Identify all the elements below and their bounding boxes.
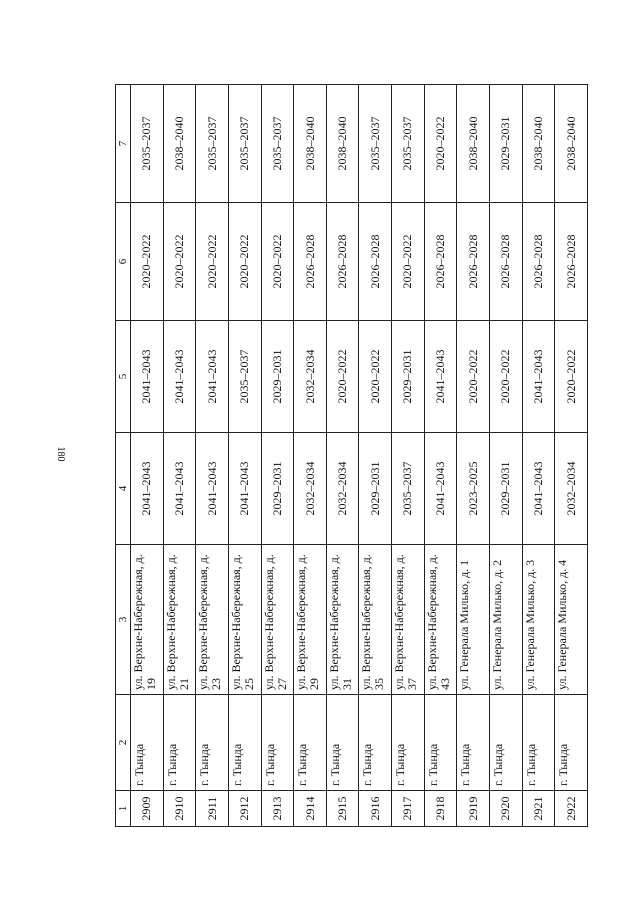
period-cell: 2041–2043: [228, 433, 261, 545]
row-number: 2917: [392, 791, 425, 827]
period-cell: 2041–2043: [163, 433, 196, 545]
period-cell: 2026–2028: [294, 203, 327, 321]
locality-cell: г. Тында: [196, 695, 229, 791]
period-cell: 2020–2022: [131, 203, 164, 321]
period-cell: 2035–2037: [359, 85, 392, 203]
period-cell: 2041–2043: [424, 433, 457, 545]
period-cell: 2035–2037: [131, 85, 164, 203]
locality-cell: г. Тында: [261, 695, 294, 791]
period-cell: 2041–2043: [522, 433, 555, 545]
table-row: [163, 85, 196, 827]
period-cell: 2023–2025: [457, 433, 490, 545]
address-cell: ул. Верхне-Набережная, д. 37: [392, 545, 425, 695]
period-cell: 2029–2031: [490, 85, 523, 203]
address-cell: ул. Верхне-Набережная, д. 27: [261, 545, 294, 695]
period-cell: 2020–2022: [359, 321, 392, 433]
period-cell: 2020–2022: [261, 203, 294, 321]
row-number: 2912: [228, 791, 261, 827]
period-cell: 2029–2031: [261, 433, 294, 545]
period-cell: 2026–2028: [326, 203, 359, 321]
period-cell: 2032–2034: [555, 433, 588, 545]
table-row: [131, 85, 164, 827]
period-cell: 2038–2040: [457, 85, 490, 203]
period-cell: 2026–2028: [359, 203, 392, 321]
address-cell: ул. Генерала Милько, д. 2: [490, 545, 523, 695]
address-cell: ул. Верхне-Набережная, д. 43: [424, 545, 457, 695]
period-cell: 2020–2022: [555, 321, 588, 433]
column-number: 5: [116, 321, 131, 433]
row-number: 2915: [326, 791, 359, 827]
column-number: 1: [116, 791, 131, 827]
page-number: 180: [55, 446, 66, 462]
locality-cell: г. Тында: [490, 695, 523, 791]
period-cell: 2041–2043: [196, 433, 229, 545]
period-cell: 2020–2022: [424, 85, 457, 203]
period-cell: 2020–2022: [228, 203, 261, 321]
period-cell: 2020–2022: [490, 321, 523, 433]
row-number: 2919: [457, 791, 490, 827]
period-cell: 2038–2040: [522, 85, 555, 203]
column-number: 4: [116, 433, 131, 545]
address-cell: ул. Верхне-Набережная, д. 21: [163, 545, 196, 695]
period-cell: 2035–2037: [392, 85, 425, 203]
period-cell: 2029–2031: [261, 321, 294, 433]
locality-cell: г. Тында: [228, 695, 261, 791]
locality-cell: г. Тында: [457, 695, 490, 791]
row-number: 2921: [522, 791, 555, 827]
table-row: [326, 85, 359, 827]
period-cell: 2026–2028: [555, 203, 588, 321]
row-number: 2911: [196, 791, 229, 827]
table-row: [228, 85, 261, 827]
period-cell: 2026–2028: [490, 203, 523, 321]
address-cell: ул. Верхне-Набережная, д. 29: [294, 545, 327, 695]
period-cell: 2035–2037: [392, 433, 425, 545]
locality-cell: г. Тында: [392, 695, 425, 791]
period-cell: 2032–2034: [294, 321, 327, 433]
table-row: [424, 85, 457, 827]
column-number: 6: [116, 203, 131, 321]
locality-cell: г. Тында: [294, 695, 327, 791]
column-number: 7: [116, 85, 131, 203]
column-number: 2: [116, 695, 131, 791]
address-cell: ул. Генерала Милько, д. 1: [457, 545, 490, 695]
table-row: [457, 85, 490, 827]
table-row: [261, 85, 294, 827]
row-number: 2920: [490, 791, 523, 827]
period-cell: 2020–2022: [326, 321, 359, 433]
table-row: [555, 85, 588, 827]
period-cell: 2035–2037: [261, 85, 294, 203]
column-number-row: [116, 85, 131, 827]
table-row: [490, 85, 523, 827]
period-cell: 2038–2040: [294, 85, 327, 203]
row-number: 2913: [261, 791, 294, 827]
row-number: 2909: [131, 791, 164, 827]
period-cell: 2041–2043: [424, 321, 457, 433]
address-cell: ул. Верхне-Набережная, д. 19: [131, 545, 164, 695]
address-cell: ул. Верхне-Набережная, д. 31: [326, 545, 359, 695]
period-cell: 2029–2031: [490, 433, 523, 545]
period-cell: 2035–2037: [228, 85, 261, 203]
table-row: [522, 85, 555, 827]
period-cell: 2041–2043: [163, 321, 196, 433]
period-cell: 2029–2031: [359, 433, 392, 545]
row-number: 2918: [424, 791, 457, 827]
table-row: [359, 85, 392, 827]
table-container: [115, 85, 588, 827]
table-row: [392, 85, 425, 827]
address-cell: ул. Верхне-Набережная, д. 23: [196, 545, 229, 695]
period-cell: 2029–2031: [392, 321, 425, 433]
locality-cell: г. Тында: [359, 695, 392, 791]
period-cell: 2026–2028: [424, 203, 457, 321]
period-cell: 2038–2040: [163, 85, 196, 203]
locality-cell: г. Тында: [555, 695, 588, 791]
row-number: 2916: [359, 791, 392, 827]
address-cell: ул. Генерала Милько, д. 3: [522, 545, 555, 695]
table-row: [196, 85, 229, 827]
period-cell: 2035–2037: [196, 85, 229, 203]
address-cell: ул. Генерала Милько, д. 4: [555, 545, 588, 695]
period-cell: 2026–2028: [522, 203, 555, 321]
row-number: 2922: [555, 791, 588, 827]
period-cell: 2032–2034: [294, 433, 327, 545]
period-cell: 2020–2022: [163, 203, 196, 321]
locality-cell: г. Тында: [522, 695, 555, 791]
locality-cell: г. Тында: [424, 695, 457, 791]
period-cell: 2041–2043: [196, 321, 229, 433]
locality-cell: г. Тында: [326, 695, 359, 791]
period-cell: 2020–2022: [392, 203, 425, 321]
period-cell: 2020–2022: [457, 321, 490, 433]
row-number: 2914: [294, 791, 327, 827]
table-row: [294, 85, 327, 827]
locality-cell: г. Тында: [163, 695, 196, 791]
column-number: 3: [116, 545, 131, 695]
housing-repair-schedule-table: [115, 84, 588, 827]
period-cell: 2020–2022: [196, 203, 229, 321]
period-cell: 2035–2037: [228, 321, 261, 433]
period-cell: 2041–2043: [131, 433, 164, 545]
period-cell: 2026–2028: [457, 203, 490, 321]
period-cell: 2032–2034: [326, 433, 359, 545]
locality-cell: г. Тында: [131, 695, 164, 791]
period-cell: 2041–2043: [522, 321, 555, 433]
row-number: 2910: [163, 791, 196, 827]
address-cell: ул. Верхне-Набережная, д. 35: [359, 545, 392, 695]
period-cell: 2041–2043: [131, 321, 164, 433]
period-cell: 2038–2040: [326, 85, 359, 203]
period-cell: 2038–2040: [555, 85, 588, 203]
address-cell: ул. Верхне-Набережная, д. 25: [228, 545, 261, 695]
